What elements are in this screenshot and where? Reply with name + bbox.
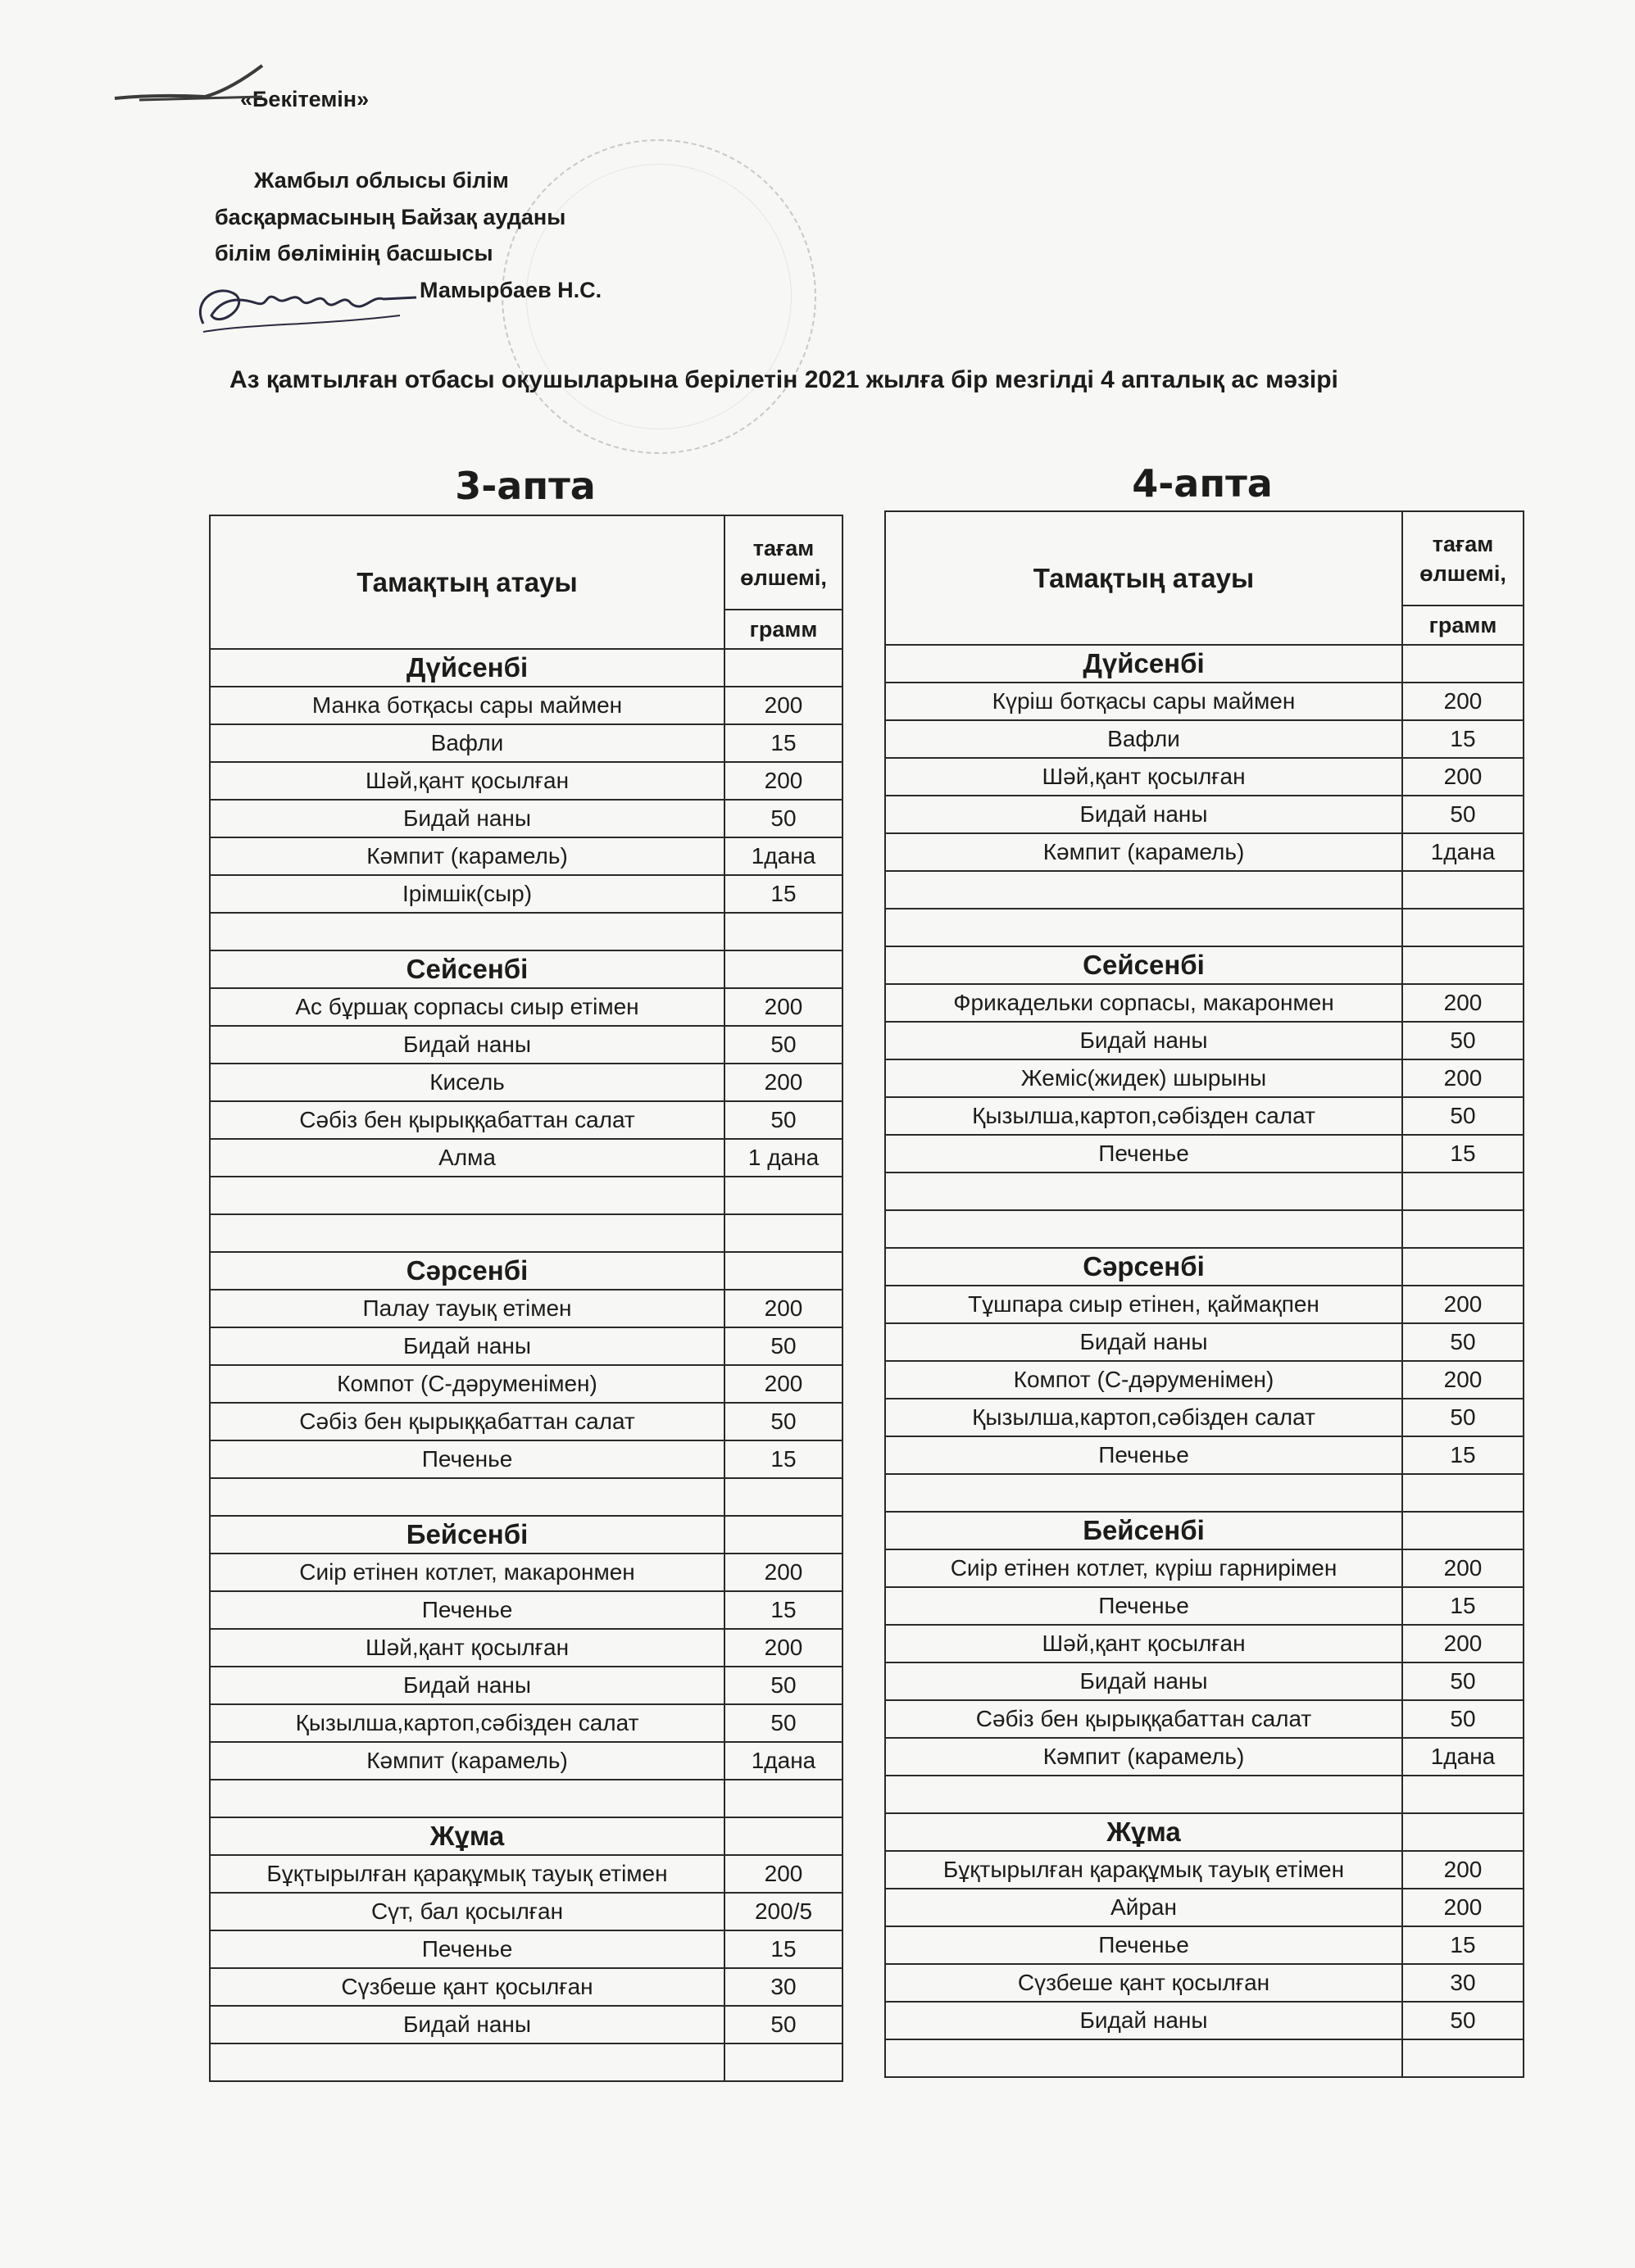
dish-name bbox=[885, 1474, 1402, 1512]
menu-item-row bbox=[885, 1700, 1524, 1738]
dish-name bbox=[210, 913, 724, 950]
signature bbox=[187, 266, 425, 344]
dish-name: Вафли bbox=[885, 720, 1402, 758]
dish-name: Компот (С-дәруменімен) bbox=[885, 1361, 1402, 1399]
menu-item-row bbox=[210, 1591, 842, 1629]
dish-name: Сәбіз бен қырыққабаттан салат bbox=[210, 1101, 724, 1139]
menu-item-row bbox=[885, 1587, 1524, 1625]
week-4-menu-table bbox=[884, 510, 1524, 2078]
menu-item-row bbox=[210, 1893, 842, 1930]
menu-item-row bbox=[210, 1101, 842, 1139]
portion-value: 15 bbox=[1402, 1926, 1524, 1964]
day-name: Сейсенбі bbox=[210, 950, 724, 988]
portion-value: 15 bbox=[724, 1440, 842, 1478]
portion-value: 1 дана bbox=[724, 1139, 842, 1177]
dish-name: Кисель bbox=[210, 1064, 724, 1101]
menu-item-row bbox=[210, 1968, 842, 2006]
dish-name bbox=[210, 2043, 724, 2081]
dish-name: Кәмпит (карамель) bbox=[885, 833, 1402, 871]
dish-name: Алма bbox=[210, 1139, 724, 1177]
menu-item-row bbox=[210, 1026, 842, 1064]
portion-value: 200 bbox=[724, 1855, 842, 1893]
portion-value: 50 bbox=[1402, 1097, 1524, 1135]
menu-item-row bbox=[885, 1097, 1524, 1135]
portion-value bbox=[724, 2043, 842, 2081]
dish-name: Сүзбеше қант қосылған bbox=[885, 1964, 1402, 2002]
portion-value: 50 bbox=[1402, 2002, 1524, 2039]
dish-name: Компот (С-дәруменімен) bbox=[210, 1365, 724, 1403]
menu-item-row bbox=[210, 1629, 842, 1667]
portion-value bbox=[724, 1516, 842, 1554]
menu-item-row bbox=[210, 1403, 842, 1440]
menu-item-row bbox=[210, 1930, 842, 1968]
menu-item-row bbox=[885, 1323, 1524, 1361]
week-3-title: 3-апта bbox=[455, 464, 596, 508]
portion-value bbox=[1402, 2039, 1524, 2077]
dish-name: Қызылша,картоп,сәбізден салат bbox=[885, 1097, 1402, 1135]
empty-row bbox=[210, 1478, 842, 1516]
portion-value: 200/5 bbox=[724, 1893, 842, 1930]
dish-name: Тұшпара сиыр етінен, қаймақпен bbox=[885, 1286, 1402, 1323]
menu-item-row bbox=[885, 1549, 1524, 1587]
dish-name: Ас бұршақ сорпасы сиыр етімен bbox=[210, 988, 724, 1026]
dish-name: Айран bbox=[885, 1889, 1402, 1926]
org-line-1: Жамбыл облысы білім bbox=[254, 168, 509, 193]
empty-row bbox=[210, 1177, 842, 1214]
day-name: Дүйсенбі bbox=[210, 649, 724, 687]
portion-value: 50 bbox=[724, 1101, 842, 1139]
dish-name: Бидай наны bbox=[210, 1327, 724, 1365]
portion-value: 50 bbox=[1402, 1323, 1524, 1361]
head-name: Мамырбаев Н.С. bbox=[420, 278, 602, 302]
column-header-dish: Тамақтың атауы bbox=[210, 515, 724, 649]
column-header-unit: грамм bbox=[724, 610, 842, 649]
menu-item-row bbox=[210, 724, 842, 762]
empty-row bbox=[885, 1173, 1524, 1210]
day-name: Жұма bbox=[885, 1813, 1402, 1851]
portion-value: 200 bbox=[1402, 683, 1524, 720]
menu-item-row bbox=[210, 1704, 842, 1742]
portion-value bbox=[724, 1780, 842, 1817]
menu-item-row bbox=[210, 1290, 842, 1327]
portion-value bbox=[724, 1817, 842, 1855]
day-row bbox=[210, 1817, 842, 1855]
dish-name: Сәбіз бен қырыққабаттан салат bbox=[885, 1700, 1402, 1738]
portion-value: 50 bbox=[724, 1327, 842, 1365]
empty-row bbox=[885, 1776, 1524, 1813]
portion-value: 15 bbox=[1402, 1436, 1524, 1474]
portion-value: 30 bbox=[1402, 1964, 1524, 2002]
week-3-menu-table bbox=[209, 515, 843, 2082]
dish-name: Шәй,қант қосылған bbox=[210, 1629, 724, 1667]
portion-value: 200 bbox=[1402, 758, 1524, 796]
portion-value bbox=[1402, 909, 1524, 946]
portion-value: 50 bbox=[724, 1026, 842, 1064]
menu-item-row bbox=[885, 1361, 1524, 1399]
portion-value: 15 bbox=[1402, 720, 1524, 758]
empty-row bbox=[210, 913, 842, 950]
dish-name bbox=[210, 1214, 724, 1252]
menu-item-row bbox=[210, 800, 842, 837]
dish-name: Манка ботқасы сары маймен bbox=[210, 687, 724, 724]
empty-row bbox=[210, 1780, 842, 1817]
dish-name: Печенье bbox=[210, 1440, 724, 1478]
portion-value: 200 bbox=[724, 762, 842, 800]
portion-value: 200 bbox=[1402, 1286, 1524, 1323]
portion-value: 50 bbox=[1402, 1662, 1524, 1700]
day-row bbox=[210, 1252, 842, 1290]
menu-item-row bbox=[885, 1022, 1524, 1059]
day-row bbox=[885, 645, 1524, 683]
menu-item-row bbox=[885, 1059, 1524, 1097]
empty-row bbox=[210, 2043, 842, 2081]
dish-name bbox=[885, 909, 1402, 946]
portion-value bbox=[724, 1478, 842, 1516]
day-name: Сәрсенбі bbox=[210, 1252, 724, 1290]
menu-item-row bbox=[885, 796, 1524, 833]
menu-item-row bbox=[210, 875, 842, 913]
day-row bbox=[210, 649, 842, 687]
column-header-dish: Тамақтың атауы bbox=[885, 511, 1402, 645]
portion-header-line-1: тағам bbox=[1432, 531, 1494, 556]
org-line-2: басқармасының Байзақ ауданы bbox=[215, 205, 566, 229]
portion-value bbox=[724, 1177, 842, 1214]
day-name: Бейсенбі bbox=[885, 1512, 1402, 1549]
portion-value bbox=[1402, 1512, 1524, 1549]
menu-item-row bbox=[210, 1365, 842, 1403]
seal-stamp bbox=[502, 139, 816, 454]
empty-row bbox=[885, 871, 1524, 909]
menu-item-row bbox=[885, 720, 1524, 758]
menu-item-row bbox=[210, 1742, 842, 1780]
dish-name bbox=[210, 1780, 724, 1817]
menu-item-row bbox=[885, 1964, 1524, 2002]
portion-value: 50 bbox=[724, 1704, 842, 1742]
dish-name: Бидай наны bbox=[885, 2002, 1402, 2039]
menu-item-row bbox=[210, 1440, 842, 1478]
day-row bbox=[210, 1516, 842, 1554]
menu-item-row bbox=[210, 988, 842, 1026]
dish-name: Қызылша,картоп,сәбізден салат bbox=[210, 1704, 724, 1742]
day-row bbox=[210, 950, 842, 988]
dish-name: Бидай наны bbox=[210, 1667, 724, 1704]
empty-row bbox=[885, 1474, 1524, 1512]
portion-value: 15 bbox=[1402, 1135, 1524, 1173]
dish-name: Кәмпит (карамель) bbox=[210, 1742, 724, 1780]
approval-label: «Бекітемін» bbox=[240, 87, 370, 111]
portion-value: 15 bbox=[724, 875, 842, 913]
day-name: Бейсенбі bbox=[210, 1516, 724, 1554]
dish-name: Печенье bbox=[885, 1436, 1402, 1474]
dish-name bbox=[210, 1177, 724, 1214]
dish-name: Бұқтырылған қарақұмық тауық етімен bbox=[885, 1851, 1402, 1889]
dish-name: Қызылша,картоп,сәбізден салат bbox=[885, 1399, 1402, 1436]
dish-name: Шәй,қант қосылған bbox=[885, 758, 1402, 796]
menu-item-row bbox=[885, 833, 1524, 871]
portion-value bbox=[724, 1214, 842, 1252]
dish-name: Бидай наны bbox=[210, 1026, 724, 1064]
dish-name: Бидай наны bbox=[885, 796, 1402, 833]
portion-value bbox=[1402, 946, 1524, 984]
menu-item-row bbox=[210, 1667, 842, 1704]
portion-value: 50 bbox=[1402, 796, 1524, 833]
dish-name: Сәбіз бен қырыққабаттан салат bbox=[210, 1403, 724, 1440]
empty-row bbox=[885, 909, 1524, 946]
menu-item-row bbox=[210, 1554, 842, 1591]
portion-value: 1дана bbox=[1402, 1738, 1524, 1776]
portion-value bbox=[1402, 871, 1524, 909]
dish-name: Сиір етінен котлет, макаронмен bbox=[210, 1554, 724, 1591]
dish-name: Шәй,қант қосылған bbox=[210, 762, 724, 800]
menu-item-row bbox=[210, 1064, 842, 1101]
menu-item-row bbox=[210, 1139, 842, 1177]
menu-item-row bbox=[210, 1327, 842, 1365]
portion-value: 200 bbox=[1402, 1625, 1524, 1662]
dish-name: Палау тауық етімен bbox=[210, 1290, 724, 1327]
menu-item-row bbox=[210, 762, 842, 800]
menu-item-row bbox=[885, 1851, 1524, 1889]
portion-header-line-1: тағам bbox=[752, 535, 815, 560]
portion-value: 200 bbox=[724, 1064, 842, 1101]
portion-value: 200 bbox=[724, 1629, 842, 1667]
dish-name bbox=[210, 1478, 724, 1516]
portion-value: 15 bbox=[724, 724, 842, 762]
portion-value bbox=[724, 950, 842, 988]
column-header-portion bbox=[1402, 511, 1524, 606]
portion-value: 200 bbox=[1402, 1361, 1524, 1399]
dish-name bbox=[885, 1776, 1402, 1813]
portion-value: 30 bbox=[724, 1968, 842, 2006]
portion-value: 200 bbox=[1402, 984, 1524, 1022]
day-name: Сейсенбі bbox=[885, 946, 1402, 984]
day-name: Жұма bbox=[210, 1817, 724, 1855]
portion-value bbox=[1402, 645, 1524, 683]
dish-name: Печенье bbox=[210, 1591, 724, 1629]
dish-name: Вафли bbox=[210, 724, 724, 762]
portion-value bbox=[1402, 1210, 1524, 1248]
portion-header-line-2: өлшемі, bbox=[740, 565, 827, 590]
dish-name: Фрикадельки сорпасы, макаронмен bbox=[885, 984, 1402, 1022]
dish-name: Бидай наны bbox=[885, 1022, 1402, 1059]
portion-value: 1дана bbox=[724, 837, 842, 875]
portion-value: 1дана bbox=[724, 1742, 842, 1780]
day-row bbox=[885, 1512, 1524, 1549]
day-row bbox=[885, 1813, 1524, 1851]
empty-row bbox=[210, 1214, 842, 1252]
document-title: Аз қамтылған отбасы оқушыларына берілетін 2021 жылға бір мезгілді 4 апталық ас мәзірі bbox=[229, 366, 1338, 393]
menu-item-row bbox=[210, 2006, 842, 2043]
menu-item-row bbox=[885, 1286, 1524, 1323]
portion-value: 200 bbox=[1402, 1059, 1524, 1097]
column-header-portion bbox=[724, 515, 842, 610]
portion-value: 15 bbox=[1402, 1587, 1524, 1625]
portion-value bbox=[1402, 1776, 1524, 1813]
dish-name: Печенье bbox=[885, 1926, 1402, 1964]
day-name: Дүйсенбі bbox=[885, 645, 1402, 683]
dish-name: Бұқтырылған қарақұмық тауық етімен bbox=[210, 1855, 724, 1893]
portion-value: 200 bbox=[1402, 1851, 1524, 1889]
approval-scribble bbox=[107, 49, 270, 115]
menu-item-row bbox=[885, 1135, 1524, 1173]
empty-row bbox=[885, 1210, 1524, 1248]
menu-item-row bbox=[885, 1436, 1524, 1474]
dish-name: Сүт, бал қосылған bbox=[210, 1893, 724, 1930]
menu-item-row bbox=[885, 1926, 1524, 1964]
dish-name bbox=[885, 2039, 1402, 2077]
portion-value: 200 bbox=[724, 1554, 842, 1591]
portion-value bbox=[1402, 1248, 1524, 1286]
dish-name: Сүзбеше қант қосылған bbox=[210, 1968, 724, 2006]
menu-item-row bbox=[210, 687, 842, 724]
day-name: Сәрсенбі bbox=[885, 1248, 1402, 1286]
menu-item-row bbox=[210, 1855, 842, 1893]
portion-value: 50 bbox=[724, 1403, 842, 1440]
dish-name: Ірімшік(сыр) bbox=[210, 875, 724, 913]
dish-name: Сиір етінен котлет, күріш гарнирімен bbox=[885, 1549, 1402, 1587]
day-row bbox=[885, 1248, 1524, 1286]
day-row bbox=[885, 946, 1524, 984]
dish-name: Печенье bbox=[210, 1930, 724, 1968]
dish-name bbox=[885, 1173, 1402, 1210]
portion-value: 50 bbox=[724, 1667, 842, 1704]
menu-item-row bbox=[885, 984, 1524, 1022]
menu-item-row bbox=[885, 1625, 1524, 1662]
portion-value: 1дана bbox=[1402, 833, 1524, 871]
menu-item-row bbox=[885, 683, 1524, 720]
portion-value: 200 bbox=[724, 988, 842, 1026]
week-4-title: 4-апта bbox=[1132, 461, 1273, 506]
dish-name: Бидай наны bbox=[210, 800, 724, 837]
portion-value: 200 bbox=[724, 1290, 842, 1327]
portion-value: 15 bbox=[724, 1591, 842, 1629]
portion-value bbox=[1402, 1173, 1524, 1210]
org-line-3: білім бөлімінің басшысы bbox=[215, 241, 493, 265]
dish-name: Печенье bbox=[885, 1587, 1402, 1625]
portion-value: 200 bbox=[1402, 1889, 1524, 1926]
dish-name: Печенье bbox=[885, 1135, 1402, 1173]
menu-item-row bbox=[885, 1738, 1524, 1776]
portion-value bbox=[724, 913, 842, 950]
menu-item-row bbox=[885, 1662, 1524, 1700]
dish-name bbox=[885, 1210, 1402, 1248]
column-header-unit: грамм bbox=[1402, 606, 1524, 645]
portion-value: 50 bbox=[1402, 1399, 1524, 1436]
portion-value: 50 bbox=[724, 800, 842, 837]
portion-value: 50 bbox=[1402, 1700, 1524, 1738]
portion-value: 200 bbox=[1402, 1549, 1524, 1587]
dish-name: Күріш ботқасы сары маймен bbox=[885, 683, 1402, 720]
menu-item-row bbox=[885, 758, 1524, 796]
portion-value: 50 bbox=[724, 2006, 842, 2043]
empty-row bbox=[885, 2039, 1524, 2077]
portion-value bbox=[1402, 1474, 1524, 1512]
dish-name: Шәй,қант қосылған bbox=[885, 1625, 1402, 1662]
menu-item-row bbox=[885, 2002, 1524, 2039]
portion-value: 50 bbox=[1402, 1022, 1524, 1059]
dish-name: Бидай наны bbox=[210, 2006, 724, 2043]
dish-name: Жеміс(жидек) шырыны bbox=[885, 1059, 1402, 1097]
dish-name: Бидай наны bbox=[885, 1323, 1402, 1361]
portion-value bbox=[1402, 1813, 1524, 1851]
dish-name bbox=[885, 871, 1402, 909]
menu-item-row bbox=[210, 837, 842, 875]
menu-item-row bbox=[885, 1399, 1524, 1436]
dish-name: Бидай наны bbox=[885, 1662, 1402, 1700]
portion-value bbox=[724, 649, 842, 687]
menu-item-row bbox=[885, 1889, 1524, 1926]
portion-value: 200 bbox=[724, 1365, 842, 1403]
dish-name: Кәмпит (карамель) bbox=[885, 1738, 1402, 1776]
dish-name: Кәмпит (карамель) bbox=[210, 837, 724, 875]
portion-value bbox=[724, 1252, 842, 1290]
portion-value: 200 bbox=[724, 687, 842, 724]
portion-header-line-2: өлшемі, bbox=[1419, 560, 1506, 586]
portion-value: 15 bbox=[724, 1930, 842, 1968]
